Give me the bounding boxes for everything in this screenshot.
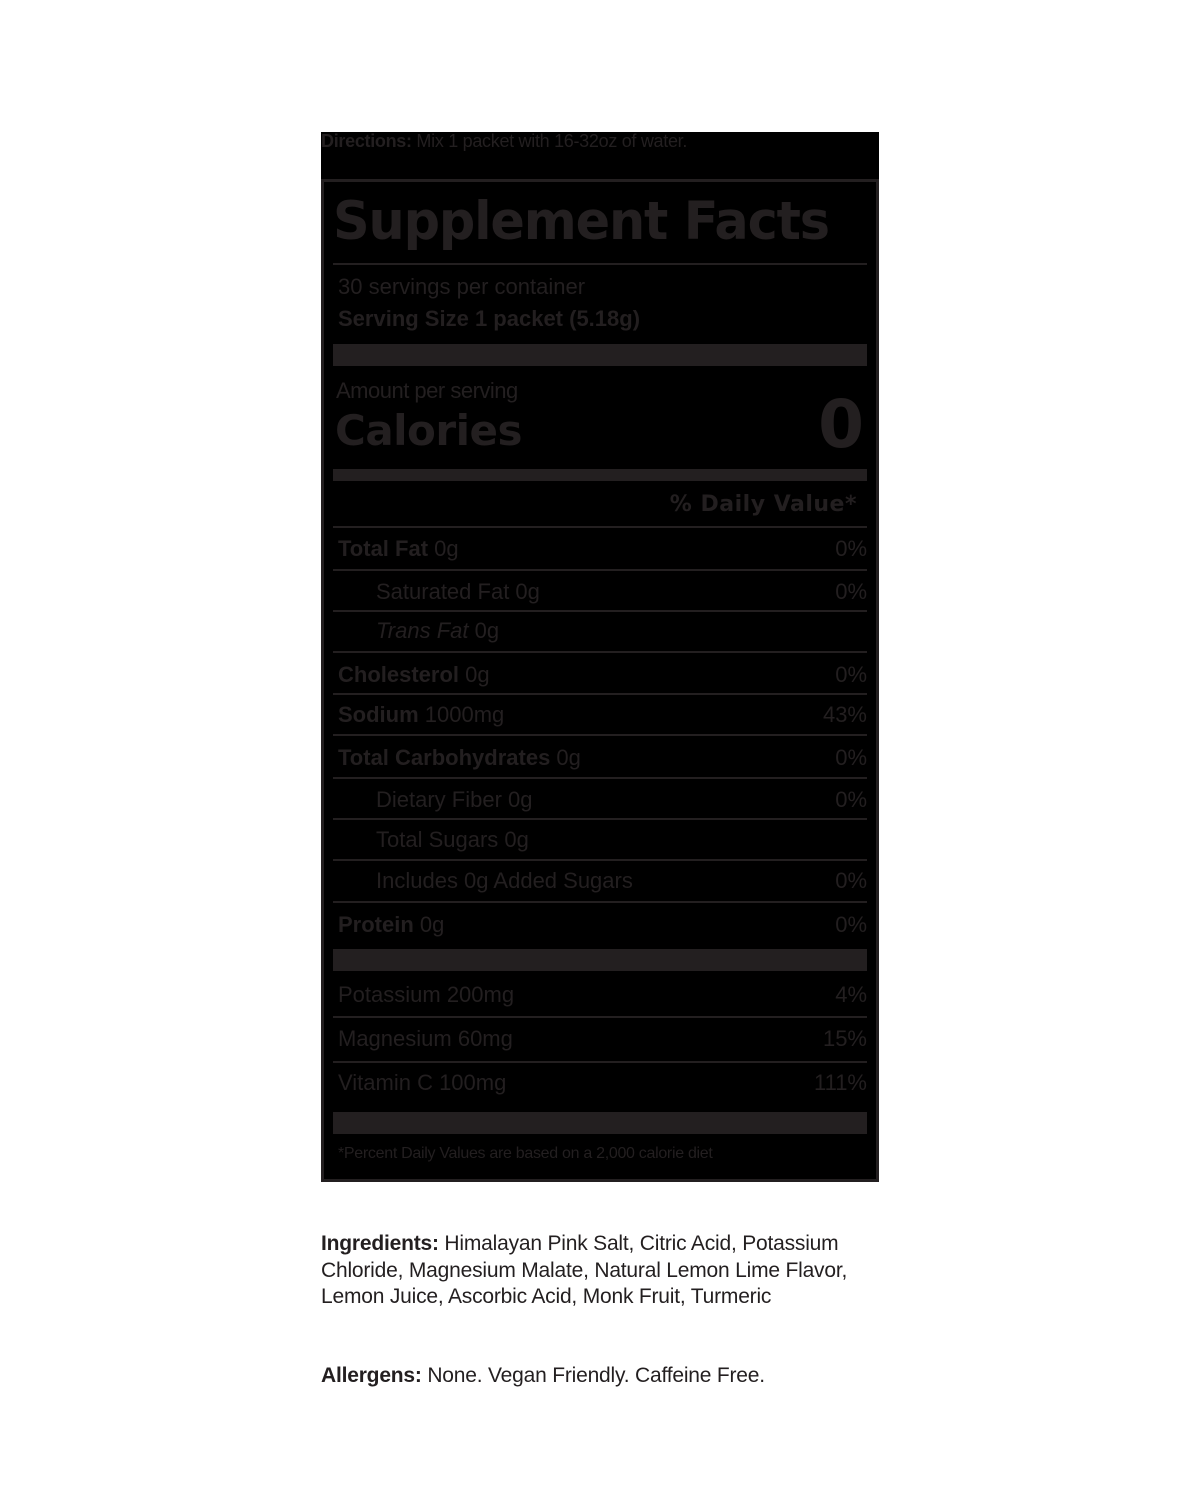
mineral-row-vitamin-c bbox=[333, 1062, 867, 1103]
nutrient-label: Includes 0g Added Sugars bbox=[376, 868, 633, 893]
mineral-dv: 15% bbox=[822, 1026, 867, 1051]
serving-size-label: Serving Size bbox=[338, 306, 469, 331]
nutrient-dv: 0% bbox=[835, 662, 867, 687]
ingredients-text bbox=[321, 1231, 891, 1311]
ingredients-list: Himalayan Pink Salt, Citric Acid, Potassium Chloride, Magnesium Malate, Natural Lemon Lime Flavor, Lemon Juice, Ascorbic Acid, Monk Fruit, Turmeric bbox=[321, 1232, 848, 1308]
nutrient-dv: 0% bbox=[835, 787, 867, 812]
nutrient-row-total-carbohydrates bbox=[333, 737, 867, 778]
nutrient-amount: 0g bbox=[550, 745, 581, 770]
nutrient-dv: 0% bbox=[835, 579, 867, 604]
nutrient-row-sodium bbox=[333, 694, 867, 735]
mineral-dv: 4% bbox=[835, 982, 867, 1007]
nutrient-label: Saturated Fat 0g bbox=[376, 579, 540, 604]
nutrient-dv: 0% bbox=[835, 912, 867, 937]
nutrient-row-saturated-fat bbox=[333, 571, 867, 612]
divider bbox=[333, 263, 867, 265]
serving-size-value: 1 packet (5.18g) bbox=[468, 306, 641, 331]
daily-value-footnote: *Percent Daily Values are based on a 2,000 calorie diet bbox=[338, 1145, 713, 1162]
nutrient-row-total-sugars bbox=[333, 819, 867, 860]
nutrient-label: Cholesterol bbox=[338, 662, 460, 687]
mineral-label: Potassium 200mg bbox=[338, 982, 515, 1007]
directions-text bbox=[321, 132, 687, 152]
nutrient-dv: 0% bbox=[835, 536, 867, 561]
nutrient-dv: 0% bbox=[835, 868, 867, 893]
nutrient-amount: 0g bbox=[413, 912, 445, 937]
nutrient-dv: 43% bbox=[822, 702, 867, 727]
divider bbox=[333, 734, 867, 736]
directions-value: Mix 1 packet with 16-32oz of water. bbox=[411, 132, 688, 151]
nutrient-dv: 0% bbox=[835, 745, 867, 770]
nutrient-row-cholesterol bbox=[333, 654, 867, 695]
nutrient-amount: 0g bbox=[459, 662, 490, 687]
thick-divider bbox=[333, 344, 867, 366]
nutrient-row-protein bbox=[333, 904, 867, 945]
directions-label: Directions: bbox=[321, 132, 412, 151]
thick-divider bbox=[333, 1112, 867, 1134]
nutrient-amount: 0g bbox=[468, 618, 500, 643]
mineral-label: Vitamin C 100mg bbox=[338, 1070, 507, 1095]
ingredients-label: Ingredients: bbox=[321, 1232, 439, 1255]
nutrient-label: Dietary Fiber 0g bbox=[376, 787, 533, 812]
nutrient-label: Total Carbohydrates bbox=[338, 745, 551, 770]
mineral-row-magnesium bbox=[333, 1018, 867, 1059]
nutrient-label: Total Sugars 0g bbox=[376, 827, 529, 852]
thick-divider bbox=[333, 949, 867, 971]
nutrient-row-total-fat bbox=[333, 528, 867, 569]
allergens-text bbox=[321, 1363, 891, 1389]
nutrient-label: Protein bbox=[338, 912, 414, 937]
nutrient-label: Sodium bbox=[338, 702, 419, 727]
divider bbox=[333, 901, 867, 903]
nutrient-amount: 1000mg bbox=[418, 702, 505, 727]
calories-value: 0 bbox=[818, 386, 864, 463]
nutrient-row-added-sugars bbox=[333, 860, 867, 901]
daily-value-header: % Daily Value* bbox=[669, 492, 857, 517]
amount-per-serving: Amount per serving bbox=[336, 378, 518, 403]
nutrient-row-trans-fat bbox=[333, 610, 867, 651]
servings-per-container: 30 servings per container bbox=[338, 274, 586, 299]
divider bbox=[333, 651, 867, 653]
nutrient-label: Trans Fat bbox=[376, 618, 469, 643]
calories-label: Calories bbox=[335, 406, 523, 455]
mineral-dv: 111% bbox=[813, 1070, 867, 1095]
serving-size bbox=[338, 306, 640, 332]
supplement-facts-box bbox=[321, 179, 879, 1182]
nutrient-row-dietary-fiber bbox=[333, 779, 867, 820]
allergens-list: None. Vegan Friendly. Caffeine Free. bbox=[421, 1364, 765, 1387]
medium-divider bbox=[333, 469, 867, 481]
supplement-label-panel bbox=[321, 132, 879, 1182]
nutrient-label: Total Fat bbox=[338, 536, 429, 561]
nutrient-amount: 0g bbox=[428, 536, 459, 561]
mineral-row-potassium bbox=[333, 974, 867, 1015]
facts-title: Supplement Facts bbox=[333, 191, 829, 252]
allergens-label: Allergens: bbox=[321, 1364, 422, 1387]
mineral-label: Magnesium 60mg bbox=[338, 1026, 513, 1051]
